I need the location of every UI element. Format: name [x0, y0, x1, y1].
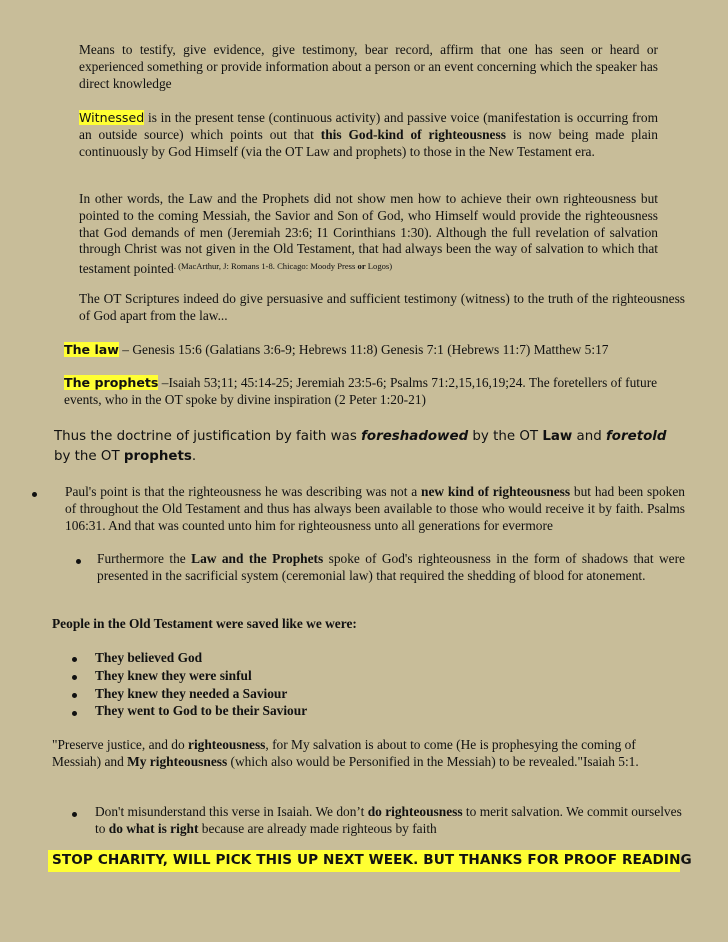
bullet-icon	[72, 711, 77, 716]
thus-doctrine-paragraph: Thus the doctrine of justification by faith was foreshadowed by the OT Law and foretold by the OT prophets.	[54, 429, 667, 464]
definition-paragraph: Means to testify, give evidence, give testimony, bear record, affirm that one has seen or heard or experienced something or provide information about a person or an event concerning which the speaker has direct knowledge	[79, 42, 658, 91]
bullet-icon	[76, 559, 81, 564]
stop-note-text: STOP CHARITY, WILL PICK THIS UP NEXT WEEK. BUT THANKS FOR PROOF READING	[52, 852, 692, 868]
bullet-icon	[72, 693, 77, 698]
saved-heading: People in the Old Testament were saved like we were:	[52, 616, 357, 631]
pauls-point-paragraph: Paul's point is that the righteousness he was describing was not a new kind of righteousness but had been spoken of throughout the Old Testament and thus has always been available to those who would receive it by faith. Psalms 106:31. And that was counted unto him for righteousness unto all generations for evermore	[65, 484, 685, 533]
the-law-line: The law – Genesis 15:6 (Galatians 3:6-9; Hebrews 11:8) Genesis 7:1 (Hebrews 11:7) Matthew 5:17	[64, 342, 609, 357]
dont-misunderstand-paragraph: Don't misunderstand this verse in Isaiah. We don’t do righteousness to merit salvation. We commit ourselves to do what is right because are already made righteous by faith	[95, 804, 682, 836]
list-item: They knew they needed a Saviour	[95, 686, 288, 701]
the-prophets-paragraph: The prophets –Isaiah 53;11; 45:14-25; Jeremiah 23:5-6; Psalms 71:2,15,16,19;24. The foretellers of future events, who in the OT spoke by divine inspiration (2 Peter 1:20-21)	[64, 375, 658, 407]
ot-scriptures-paragraph: The OT Scriptures indeed do give persuasive and sufficient testimony (witness) to the truth of the righteousness of God apart from the law...	[79, 291, 685, 323]
bullet-icon	[72, 812, 77, 817]
list-item: They went to God to be their Saviour	[95, 703, 308, 718]
list-item: They believed God	[95, 650, 203, 665]
other-words-paragraph: In other words, the Law and the Prophets did not show men how to achieve their own righteousness but pointed to the coming Messiah, the Savior and Son of God, who Himself would provide the righteousness that God demands of men (Jeremiah 23:6; I1 Corinthians 1:30). Although the full revelation of salvation through Christ was not given in the Old Testament, that had always been the way of salvation to which that testament pointed$^{. (MacArthur, J: Romans 1-8. Chicago: Moody Press or Logos)}$	[79, 191, 658, 277]
witnessed-term: Witnessed	[79, 110, 145, 125]
list-item: They knew they were sinful	[95, 668, 252, 683]
bullet-icon	[32, 492, 37, 497]
citation: . (MacArthur, J: Romans 1-8. Chicago: Moody Press or Logos)	[173, 261, 393, 272]
furthermore-paragraph: Furthermore the Law and the Prophets spoke of God's righteousness in the form of shadows that were presented in the sacrificial system (ceremonial law) that required the shedding of blood for atonement.	[97, 551, 685, 583]
bullet-icon	[72, 657, 77, 662]
stop-note-banner	[48, 850, 692, 872]
isaiah-quote-paragraph: "Preserve justice, and do righteousness, for My salvation is about to come (He is prophesying the coming of Messiah) and My righteousness (which also would be Personified in the Messiah) to be revealed."Isaiah 5:1.	[52, 737, 639, 769]
witnessed-paragraph: Witnessed is in the present tense (continuous activity) and passive voice (manifestation is occurring from an outside source) which points out that this God-kind of righteousness is now being made plain continuously by God Himself (via the OT Law and prophets) to those in the New Testament era.	[79, 110, 658, 159]
the-prophets-term: The prophets	[64, 375, 159, 390]
the-law-term: The law	[64, 342, 119, 357]
bullet-icon	[72, 675, 77, 680]
